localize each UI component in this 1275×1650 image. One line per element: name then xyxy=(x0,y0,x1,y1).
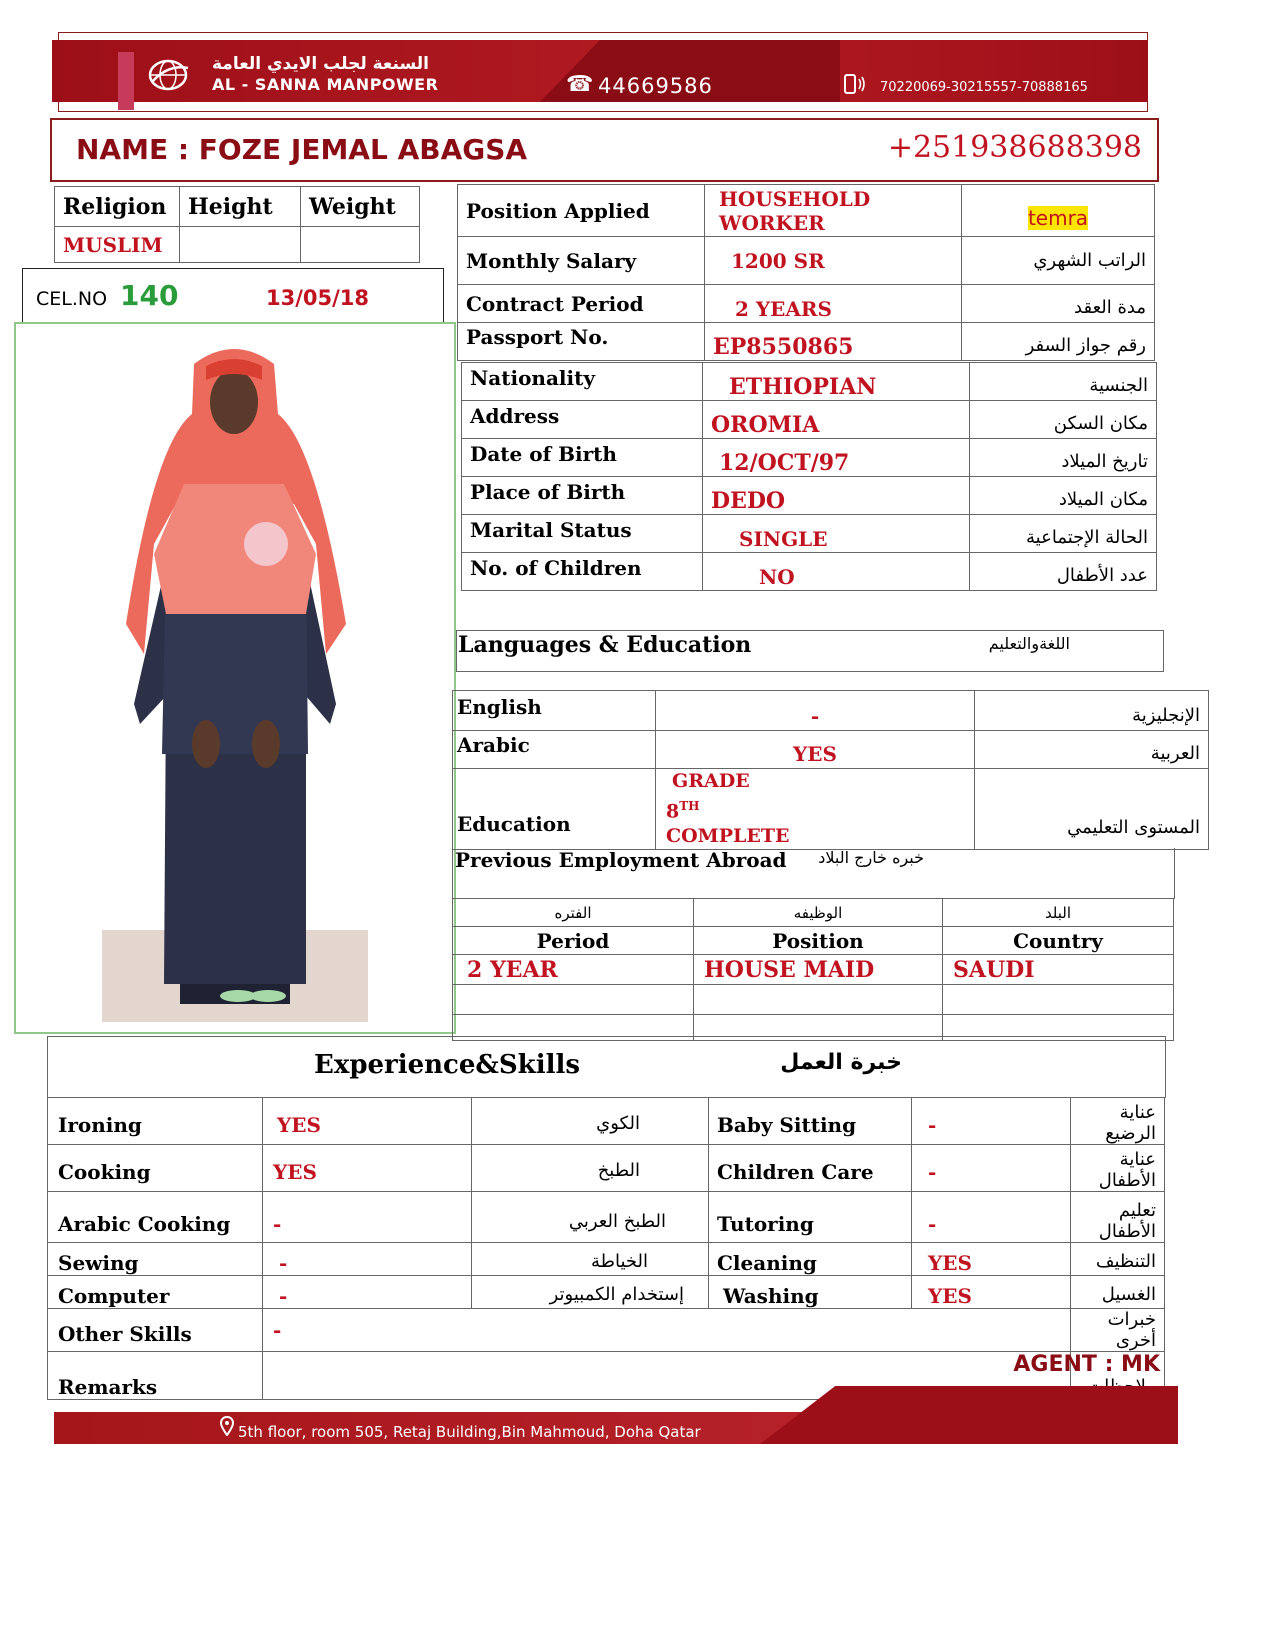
skill-value: - xyxy=(263,1243,472,1276)
skill-value: - xyxy=(263,1192,472,1243)
previous-header: Country xyxy=(943,927,1174,955)
detail-arabic: الجنسية xyxy=(970,363,1157,401)
skill-arabic: الطبخ العربي xyxy=(472,1192,709,1243)
detail-label: Place of Birth xyxy=(462,477,703,515)
telephone-icon: ☎ xyxy=(566,72,594,97)
skill-value: YES xyxy=(912,1243,1071,1276)
detail-label: Date of Birth xyxy=(462,439,703,477)
previous-header-ar: الوظيفه xyxy=(694,899,943,927)
previous-header: Period xyxy=(453,927,694,955)
education-grade-number: 8 xyxy=(666,800,680,823)
language-label: English xyxy=(453,691,656,731)
detail-arabic: مكان السكن xyxy=(970,401,1157,439)
skill-arabic: الغسيل xyxy=(1071,1276,1165,1309)
previous-header-ar: البلد xyxy=(943,899,1174,927)
company-name: AL - SANNA MANPOWER xyxy=(212,75,439,94)
company-mobiles: 70220069-30215557-70888165 xyxy=(880,80,1088,95)
skill-arabic: التنظيف xyxy=(1071,1243,1165,1276)
skill-row xyxy=(48,1098,1165,1145)
previous-title-ar: خبره خارج البلاد xyxy=(818,848,924,867)
skills-title: Experience&Skills xyxy=(314,1050,580,1080)
detail-arabic: عدد الأطفال xyxy=(970,553,1157,591)
skill-value: YES xyxy=(263,1145,472,1192)
other-skills-label: Other Skills xyxy=(48,1309,263,1352)
footer-address: 5th floor, room 505, Retaj Building,Bin Mahmoud, Doha Qatar xyxy=(238,1423,701,1441)
detail-row xyxy=(462,363,1157,401)
header-accent-stripe xyxy=(118,52,134,110)
detail-value: ETHIOPIAN xyxy=(703,363,970,401)
detail-arabic-text: temra xyxy=(1027,205,1089,230)
other-skills-value: - xyxy=(263,1309,1071,1352)
detail-label: No. of Children xyxy=(462,553,703,591)
skill-arabic: الطبخ xyxy=(472,1145,709,1192)
languages-title: Languages & Education xyxy=(458,632,752,658)
education-value-line2 xyxy=(666,794,966,824)
detail-label: Marital Status xyxy=(462,515,703,553)
detail-label: Monthly Salary xyxy=(458,237,705,285)
detail-value: DEDO xyxy=(703,477,970,515)
skill-label: Computer xyxy=(48,1276,263,1309)
language-value: - xyxy=(656,691,975,731)
cel-label: CEL.NO xyxy=(36,288,108,310)
education-row xyxy=(453,769,1209,850)
previous-row xyxy=(453,955,1174,985)
skill-label: Cooking xyxy=(48,1145,263,1192)
details-table-bottom xyxy=(461,362,1157,591)
skill-label: Arabic Cooking xyxy=(48,1192,263,1243)
detail-value: HOUSEHOLD WORKER xyxy=(705,185,962,237)
language-value: YES xyxy=(656,731,975,769)
skill-label: Children Care xyxy=(709,1145,912,1192)
skill-arabic: إستخدام الكمبيوتر xyxy=(472,1276,709,1309)
education-label: Education xyxy=(453,769,656,850)
detail-arabic: تاريخ الميلاد xyxy=(970,439,1157,477)
worker-name: NAME : FOZE JEMAL ABAGSA xyxy=(76,133,528,166)
detail-value: NO xyxy=(703,553,970,591)
detail-row xyxy=(458,185,1155,237)
previous-period: 2 YEAR xyxy=(453,955,694,985)
skills-title-box xyxy=(47,1036,1166,1098)
detail-row xyxy=(458,237,1155,285)
education-grade-suffix: TH xyxy=(679,799,700,813)
mobile-phone-icon xyxy=(842,73,868,95)
skill-arabic: تعليم الأطفال xyxy=(1071,1192,1165,1243)
worker-phone: +251938688398 xyxy=(887,130,1142,165)
previous-country: SAUDI xyxy=(943,955,1174,985)
detail-value: 1200 SR xyxy=(705,237,962,285)
skill-label: Washing xyxy=(709,1276,912,1309)
skill-label: Ironing xyxy=(48,1098,263,1145)
weight-header: Weight xyxy=(301,187,420,227)
religion-value: MUSLIM xyxy=(55,227,180,263)
education-value-line3: COMPLETE xyxy=(666,825,790,848)
detail-value: SINGLE xyxy=(703,515,970,553)
height-header: Height xyxy=(180,187,301,227)
previous-table xyxy=(452,898,1174,1041)
worker-photo xyxy=(16,324,454,1032)
education-value-line1: GRADE xyxy=(672,770,750,792)
cel-date: 13/05/18 xyxy=(266,286,370,310)
cel-number: 140 xyxy=(120,279,179,312)
weight-value xyxy=(301,227,420,263)
language-label: Arabic xyxy=(453,731,656,769)
previous-empty-row xyxy=(453,985,1174,1015)
detail-arabic: مكان الميلاد xyxy=(970,477,1157,515)
language-arabic: الإنجليزية xyxy=(975,691,1209,731)
detail-value: 2 YEARS xyxy=(705,285,962,323)
detail-arabic: الراتب الشهري xyxy=(962,237,1155,285)
skill-arabic: عناية الرضيع xyxy=(1071,1098,1165,1145)
skill-row xyxy=(48,1276,1165,1309)
skill-value: YES xyxy=(263,1098,472,1145)
previous-title: Previous Employment Abroad xyxy=(455,848,787,872)
language-arabic: العربية xyxy=(975,731,1209,769)
previous-header: Position xyxy=(694,927,943,955)
skills-title-ar: خبرة العمل xyxy=(780,1050,902,1075)
detail-arabic: رقم جواز السفر xyxy=(962,323,1155,361)
detail-arabic xyxy=(962,185,1155,237)
company-phone: 44669586 xyxy=(598,74,713,98)
company-arabic-name: السنعة لجلب الايدي العامة xyxy=(212,54,429,74)
skill-value: YES xyxy=(912,1276,1071,1309)
detail-row xyxy=(462,439,1157,477)
location-pin-icon xyxy=(220,1416,234,1436)
skill-value: - xyxy=(912,1145,1071,1192)
previous-header-ar: الفتره xyxy=(453,899,694,927)
skill-row xyxy=(48,1145,1165,1192)
detail-arabic: مدة العقد xyxy=(962,285,1155,323)
photo-frame xyxy=(14,322,456,1034)
detail-label: Address xyxy=(462,401,703,439)
detail-value: OROMIA xyxy=(703,401,970,439)
detail-row xyxy=(462,515,1157,553)
detail-label: Position Applied xyxy=(458,185,705,237)
details-table-top xyxy=(457,184,1155,361)
detail-row xyxy=(458,285,1155,323)
religion-header: Religion xyxy=(55,187,180,227)
education-arabic: المستوى التعليمي xyxy=(975,769,1209,850)
languages-title-ar: اللغةوالتعليم xyxy=(988,634,1070,653)
language-row xyxy=(453,691,1209,731)
height-value xyxy=(180,227,301,263)
detail-arabic: الحالة الإجتماعية xyxy=(970,515,1157,553)
skill-value: - xyxy=(912,1192,1071,1243)
detail-label: Contract Period xyxy=(458,285,705,323)
detail-row xyxy=(458,323,1155,361)
skill-label: Sewing xyxy=(48,1243,263,1276)
skill-arabic: عناية الأطفال xyxy=(1071,1145,1165,1192)
detail-row xyxy=(462,553,1157,591)
previous-position: HOUSE MAID xyxy=(694,955,943,985)
detail-label: Passport No. xyxy=(458,323,705,361)
agent-label: AGENT : MK xyxy=(1013,1352,1160,1377)
remarks-label: Remarks xyxy=(48,1352,263,1400)
skill-arabic: الكوي xyxy=(472,1098,709,1145)
skill-row xyxy=(48,1192,1165,1243)
detail-label: Nationality xyxy=(462,363,703,401)
skill-row xyxy=(48,1243,1165,1276)
physical-table xyxy=(54,186,420,263)
detail-row xyxy=(462,477,1157,515)
skill-label: Baby Sitting xyxy=(709,1098,912,1145)
language-row xyxy=(453,731,1209,769)
skill-label: Tutoring xyxy=(709,1192,912,1243)
languages-table xyxy=(452,690,1209,850)
skill-value: - xyxy=(912,1098,1071,1145)
education-value xyxy=(656,769,975,850)
skill-arabic: الخياطة xyxy=(472,1243,709,1276)
skill-value: - xyxy=(263,1276,472,1309)
detail-row xyxy=(462,401,1157,439)
detail-value: 12/OCT/97 xyxy=(703,439,970,477)
globe-logo-icon xyxy=(146,58,190,92)
other-skills-arabic: خبرات أخرى xyxy=(1071,1309,1165,1352)
other-skills-row xyxy=(48,1309,1165,1352)
detail-value: EP8550865 xyxy=(705,323,962,361)
skill-label: Cleaning xyxy=(709,1243,912,1276)
